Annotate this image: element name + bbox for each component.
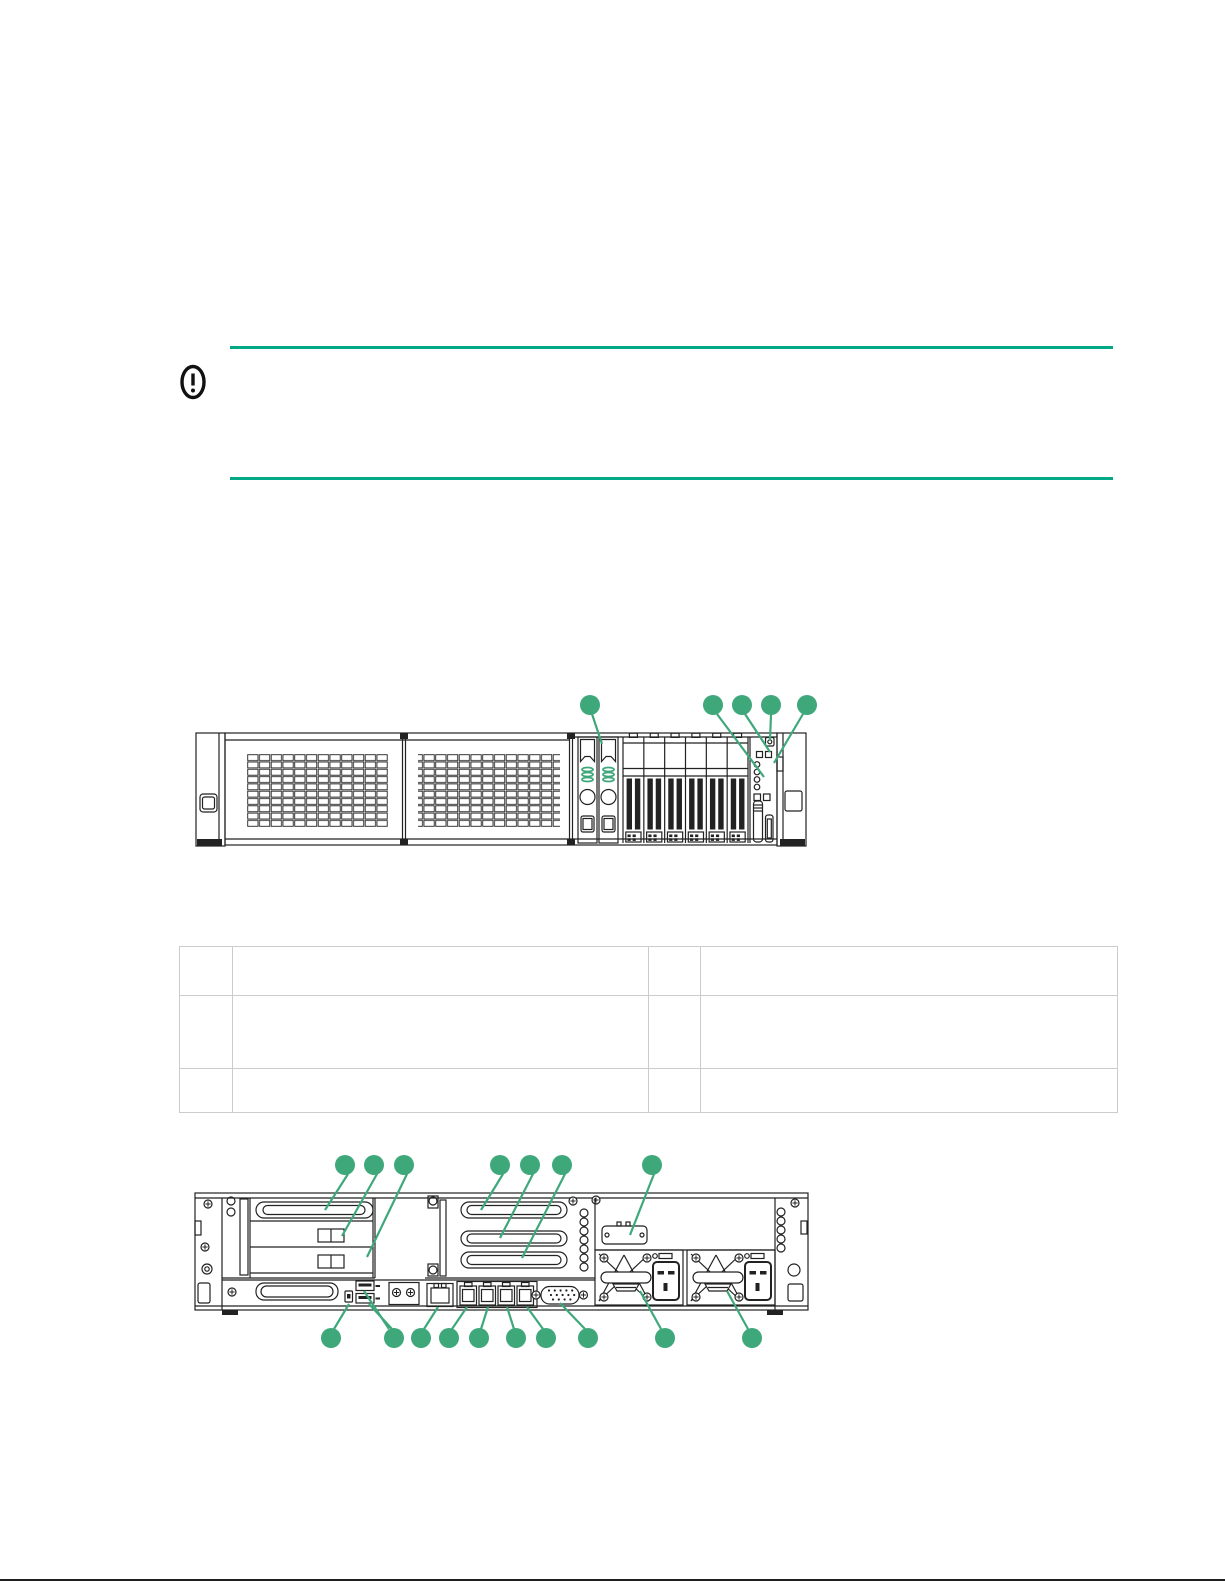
table-row [180,947,1118,996]
table-cell [233,1069,649,1113]
power-supplies [595,1250,775,1305]
vent-grid-left [247,754,388,827]
callout-marker [536,1328,556,1348]
callout-marker [732,695,752,715]
server-rear-view [180,1150,820,1360]
callout-marker [321,1328,341,1348]
vent-grid-right [418,754,560,827]
sff-drive-bays [623,733,748,843]
callout-marker [552,1155,572,1175]
callout-marker [797,695,817,715]
serial-label-pull-tab [754,801,763,842]
callout-marker [580,695,600,715]
pcie-slot-5-blank [461,1231,567,1246]
note-top-rule [230,346,1113,349]
table-cell [233,947,649,996]
rear-chassis-art [195,1193,808,1315]
table-cell [180,947,233,996]
callout-marker [335,1155,355,1175]
callout-marker [520,1155,540,1175]
callout-marker [411,1328,431,1348]
table-row [180,996,1118,1069]
uff-drive-carriers [578,737,618,843]
callout-marker [506,1328,526,1348]
pcie-slot-6-blank [461,1252,567,1268]
table-row [180,1069,1118,1113]
table-cell [701,996,1118,1069]
note-bottom-rule [230,477,1113,480]
table-cell [180,996,233,1069]
front-callout-markers [580,695,817,777]
power-supply-1 [595,1250,683,1305]
table-cell [649,947,701,996]
table-cell [649,996,701,1069]
callout-marker [439,1328,459,1348]
table-cell [180,1069,233,1113]
table-cell [233,996,649,1069]
callout-marker [703,695,723,715]
callout-marker [761,695,781,715]
callout-marker [364,1155,384,1175]
health-led-icon [766,752,772,758]
important-icon [178,362,210,404]
table-cell [701,947,1118,996]
callout-marker [742,1328,762,1348]
callout-marker [384,1328,404,1348]
callout-marker [642,1155,662,1175]
table-cell [649,1069,701,1113]
callout-marker [655,1328,675,1348]
nic-led-icon [754,794,761,801]
callout-marker [469,1328,489,1348]
page-bottom-rule [0,1579,1225,1581]
callout-marker [490,1155,510,1175]
callout-marker [394,1155,414,1175]
parts-table [179,946,1118,1113]
table-cell [701,1069,1118,1113]
callout-marker [578,1328,598,1348]
uid-button-icon [757,752,763,758]
server-front-view [180,690,820,860]
